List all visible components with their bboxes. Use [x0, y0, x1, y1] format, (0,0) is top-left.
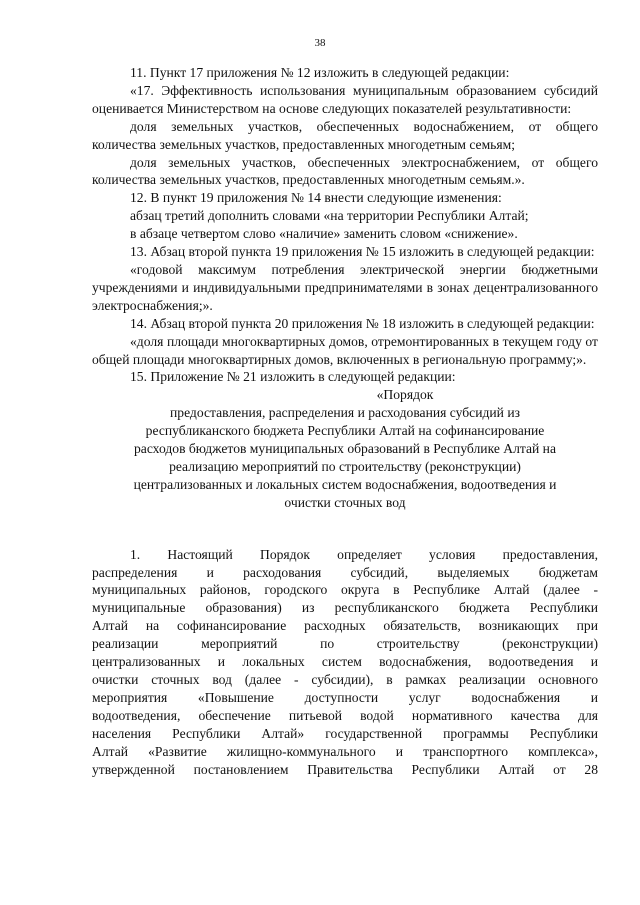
paragraph-line: централизованных и локальных систем водоснабжения, водоотведения и	[92, 654, 598, 670]
paragraph-line: утвержденной постановлением Правительства Республики Алтай от 28	[92, 761, 598, 777]
item-11-indicator-1: доля земельных участков, обеспеченных водоснабжением, от общего количества земельных участков, предоставленных многодетным семьям;	[92, 118, 598, 152]
item-14-text: «доля площади многоквартирных домов, отремонтированных в текущем году от общей площади многоквартирных домов, включенных в региональную программу;».	[92, 333, 598, 367]
title-line: реализацию мероприятий по строительству (реконструкции)	[169, 458, 521, 474]
paragraph-line: населения Республики Алтай» государственной программы Республики	[92, 725, 598, 741]
paragraph-line: распределения и расходования субсидий, выделяемых бюджетам	[92, 564, 598, 580]
item-14: 14. Абзац второй пункта 20 приложения № 18 изложить в следующей редакции:	[130, 315, 595, 331]
paragraph-line: муниципальных районов, городского округа в Республике Алтай (далее -	[92, 582, 598, 598]
page-number: 38	[314, 37, 326, 49]
item-15: 15. Приложение № 21 изложить в следующей редакции:	[130, 369, 456, 385]
title-line: расходов бюджетов муниципальных образований в Республике Алтай на	[133, 441, 556, 457]
item-12-change-2: в абзаце четвертом слово «наличие» заменить словом «снижение».	[130, 226, 518, 242]
item-11-indicator-2: доля земельных участков, обеспеченных электроснабжением, от общего количества земельных участков, предоставленных многодетным семьям.».	[92, 154, 598, 188]
paragraph-line: муниципальные образования) из республиканского бюджета Республики	[92, 600, 598, 616]
title-line: «Порядок	[376, 387, 434, 403]
document-body	[92, 64, 598, 778]
paragraph-line: реализации мероприятий по строительству (реконструкции)	[92, 636, 598, 652]
item-12-change-1: абзац третий дополнить словами «на территории Республики Алтай;	[130, 208, 529, 224]
item-12: 12. В пункт 19 приложения № 14 внести следующие изменения:	[130, 190, 502, 206]
paragraph-line: Алтай «Развитие жилищно-коммунального и транспортного комплекса»,	[92, 743, 598, 759]
title-line: очистки сточных вод	[284, 494, 406, 510]
paragraph-line: 1. Настоящий Порядок определяет условия предоставления,	[130, 546, 598, 562]
title-line: предоставления, распределения и расходования субсидий из	[170, 405, 520, 421]
item-13: 13. Абзац второй пункта 19 приложения № 15 изложить в следующей редакции:	[130, 244, 595, 260]
item-13-text: «годовой максимум потребления электрической энергии бюджетными учреждениями и индивидуальными предпринимателями в зонах децентрализованного электроснабжения;».	[92, 261, 598, 313]
paragraph-line: водоотведения, обеспечение питьевой водой нормативного качества для	[92, 707, 598, 723]
title-line: централизованных и локальных систем водоснабжения, водоотведения и	[133, 476, 557, 492]
paragraph-line: мероприятия «Повышение доступности услуг водоснабжения и	[92, 689, 598, 705]
item-11: 11. Пункт 17 приложения № 12 изложить в следующей редакции:	[130, 65, 510, 80]
title-line: республиканского бюджета Республики Алтай на софинансирование	[145, 423, 545, 439]
item-11-text: «17. Эффективность использования муниципальным образованием субсидий оценивается Министерством на основе следующих показателей результативности:	[92, 82, 598, 116]
paragraph-1	[92, 546, 598, 779]
paragraph-line: Алтай на софинансирование расходных обязательств, возникающих при	[92, 618, 598, 634]
procedure-title	[92, 386, 598, 511]
paragraph-line: очистки сточных вод (далее - субсидии), в рамках реализации основного	[92, 672, 598, 687]
